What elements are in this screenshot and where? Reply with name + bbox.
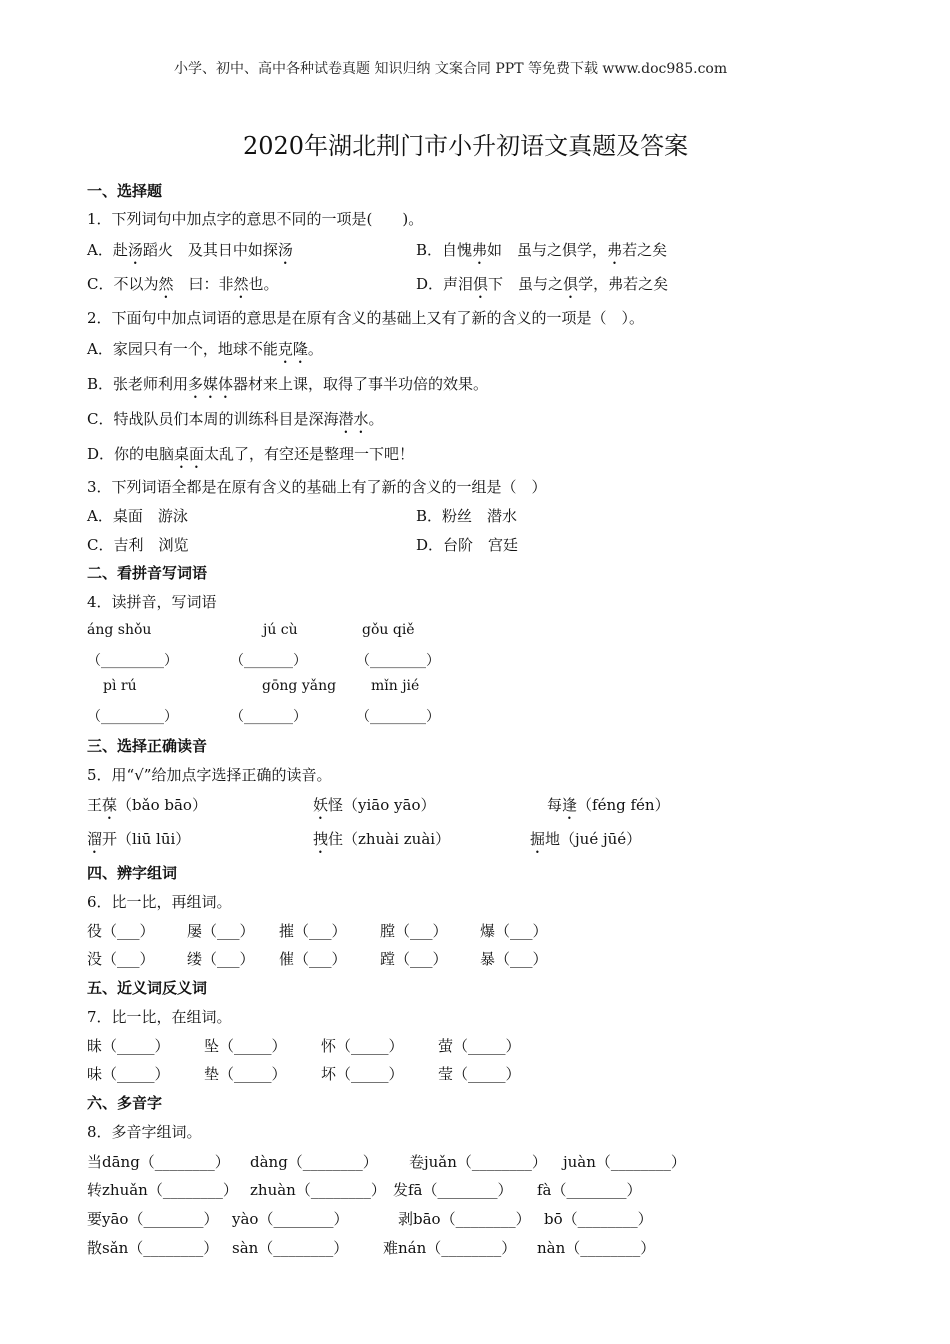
polyphone-row <box>0 1179 950 1199</box>
reading-item: 每逢（féng fén） <box>547 796 670 814</box>
polyphone-blank[interactable]: juàn（________） <box>563 1153 686 1171</box>
word-row <box>0 948 950 968</box>
reading-item: 溜开（liū lūi） <box>87 830 191 848</box>
answer-blank[interactable]: （_______） <box>230 709 307 725</box>
polyphone-blank[interactable]: bō（________） <box>544 1210 653 1228</box>
word-row <box>0 1063 950 1083</box>
pinyin-5: gōng yǎng <box>262 678 337 694</box>
polyphone-blank[interactable]: fà（________） <box>537 1181 642 1199</box>
question-3: 3．下列词语全都是在原有含义的基础上有了新的含义的一组是（ ） <box>87 478 547 496</box>
page-title: 2020年湖北荆门市小升初语文真题及答案 <box>243 132 689 160</box>
q2-option-c: C．特战队员们本周的训练科目是深海潜水。 <box>87 410 384 428</box>
word-blank[interactable]: 缕（___） <box>187 950 255 968</box>
q2-option-a: A．家园只有一个，地球不能克隆。 <box>87 340 323 358</box>
q3-option-a: A．桌面 游泳 <box>87 507 188 525</box>
pinyin-2: jú cù <box>263 622 298 638</box>
polyphone-blank[interactable]: 当dāng（________） <box>87 1153 230 1171</box>
polyphone-blank[interactable]: yào（________） <box>232 1210 349 1228</box>
q3-option-b: B．粉丝 潜水 <box>416 507 518 525</box>
reading-item: 掘地（jué jūé） <box>530 830 642 848</box>
question-1: 1．下列词句中加点字的意思不同的一项是( )。 <box>87 210 424 228</box>
word-blank[interactable]: 昧（_____） <box>87 1037 170 1055</box>
word-blank[interactable]: 萤（_____） <box>438 1037 521 1055</box>
word-blank[interactable]: 坏（_____） <box>321 1065 404 1083</box>
question-5: 5．用“√”给加点字选择正确的读音。 <box>87 766 332 784</box>
section-heading-characters: 四、辨字组词 <box>87 864 178 882</box>
pinyin-1: áng shǒu <box>87 622 152 638</box>
question-4: 4．读拼音，写词语 <box>87 593 217 611</box>
word-blank[interactable]: 怀（_____） <box>321 1037 404 1055</box>
polyphone-blank[interactable]: sàn（________） <box>232 1239 349 1257</box>
reading-item: 拽住（zhuài zuài） <box>313 830 451 848</box>
polyphone-blank[interactable]: 要yāo（________） <box>87 1210 219 1228</box>
polyphone-row <box>0 1151 950 1171</box>
word-blank[interactable]: 爆（___） <box>480 922 548 940</box>
polyphone-row <box>0 1237 950 1257</box>
pinyin-6: mǐn jié <box>371 678 420 694</box>
section-heading-reading: 三、选择正确读音 <box>87 737 208 755</box>
reading-item: 王葆（bǎo bāo） <box>87 796 207 814</box>
word-blank[interactable]: 摧（___） <box>279 922 347 940</box>
word-blank[interactable]: 役（___） <box>87 922 155 940</box>
question-7: 7．比一比，在组词。 <box>87 1008 232 1026</box>
polyphone-row <box>0 1208 950 1228</box>
q2-option-b: B．张老师利用多媒体器材来上课，取得了事半功倍的效果。 <box>87 375 489 393</box>
site-banner: 小学、初中、高中各种试卷真题 知识归纳 文案合同 PPT 等免费下载 www.doc985.com <box>174 61 728 77</box>
word-blank[interactable]: 蹚（___） <box>380 950 448 968</box>
polyphone-blank[interactable]: 发fā（________） <box>393 1181 513 1199</box>
word-blank[interactable]: 垫（_____） <box>204 1065 287 1083</box>
section-heading-polyphones: 六、多音字 <box>87 1094 163 1112</box>
word-blank[interactable]: 莹（_____） <box>438 1065 521 1083</box>
question-2: 2．下面句中加点词语的意思是在原有含义的基础上又有了新的含义的一项是（ ）。 <box>87 309 645 327</box>
polyphone-blank[interactable]: nàn（________） <box>537 1239 656 1257</box>
q3-option-d: D．台阶 宫廷 <box>416 536 519 554</box>
polyphone-blank[interactable]: 剥bāo（________） <box>398 1210 531 1228</box>
polyphone-blank[interactable]: 卷juǎn（________） <box>409 1153 547 1171</box>
question-6: 6．比一比，再组词。 <box>87 893 232 911</box>
word-blank[interactable]: 暴（___） <box>480 950 548 968</box>
section-heading-synonyms: 五、近义词反义词 <box>87 979 208 997</box>
answer-blank[interactable]: （________） <box>356 653 440 669</box>
word-row <box>0 920 950 940</box>
q1-option-a: A．赴汤蹈火 及其日中如探汤 <box>87 241 293 259</box>
polyphone-blank[interactable]: dàng（________） <box>250 1153 378 1171</box>
word-blank[interactable]: 屡（___） <box>187 922 255 940</box>
pinyin-4: pì rú <box>103 678 137 694</box>
question-8: 8．多音字组词。 <box>87 1123 202 1141</box>
q1-option-b: B．自愧弗如 虽与之俱学，弗若之矣 <box>416 241 668 259</box>
word-row <box>0 1035 950 1055</box>
word-blank[interactable]: 催（___） <box>279 950 347 968</box>
reading-item: 妖怪（yiāo yāo） <box>313 796 436 814</box>
answer-blank[interactable]: （_________） <box>87 709 178 725</box>
answer-blank[interactable]: （_______） <box>230 653 307 669</box>
q1-option-d: D．声泪俱下 虽与之俱学，弗若之矣 <box>416 275 669 293</box>
word-blank[interactable]: 味（_____） <box>87 1065 170 1083</box>
q2-option-d: D．你的电脑桌面太乱了，有空还是整理一下吧！ <box>87 445 415 463</box>
answer-blank[interactable]: （________） <box>356 709 440 725</box>
polyphone-blank[interactable]: 转zhuǎn（________） <box>87 1181 238 1199</box>
word-blank[interactable]: 坠（_____） <box>204 1037 287 1055</box>
answer-blank[interactable]: （_________） <box>87 653 178 669</box>
q3-option-c: C．吉利 浏览 <box>87 536 189 554</box>
q1-option-c: C．不以为然 曰：非然也。 <box>87 275 279 293</box>
section-heading-pinyin: 二、看拼音写词语 <box>87 564 208 582</box>
polyphone-blank[interactable]: 散sǎn（________） <box>87 1239 219 1257</box>
word-blank[interactable]: 膛（___） <box>380 922 448 940</box>
section-heading-choice: 一、选择题 <box>87 182 163 200</box>
pinyin-3: gǒu qiě <box>362 622 415 638</box>
polyphone-blank[interactable]: zhuàn（________） <box>250 1181 386 1199</box>
polyphone-blank[interactable]: 难nán（________） <box>383 1239 517 1257</box>
word-blank[interactable]: 没（___） <box>87 950 155 968</box>
